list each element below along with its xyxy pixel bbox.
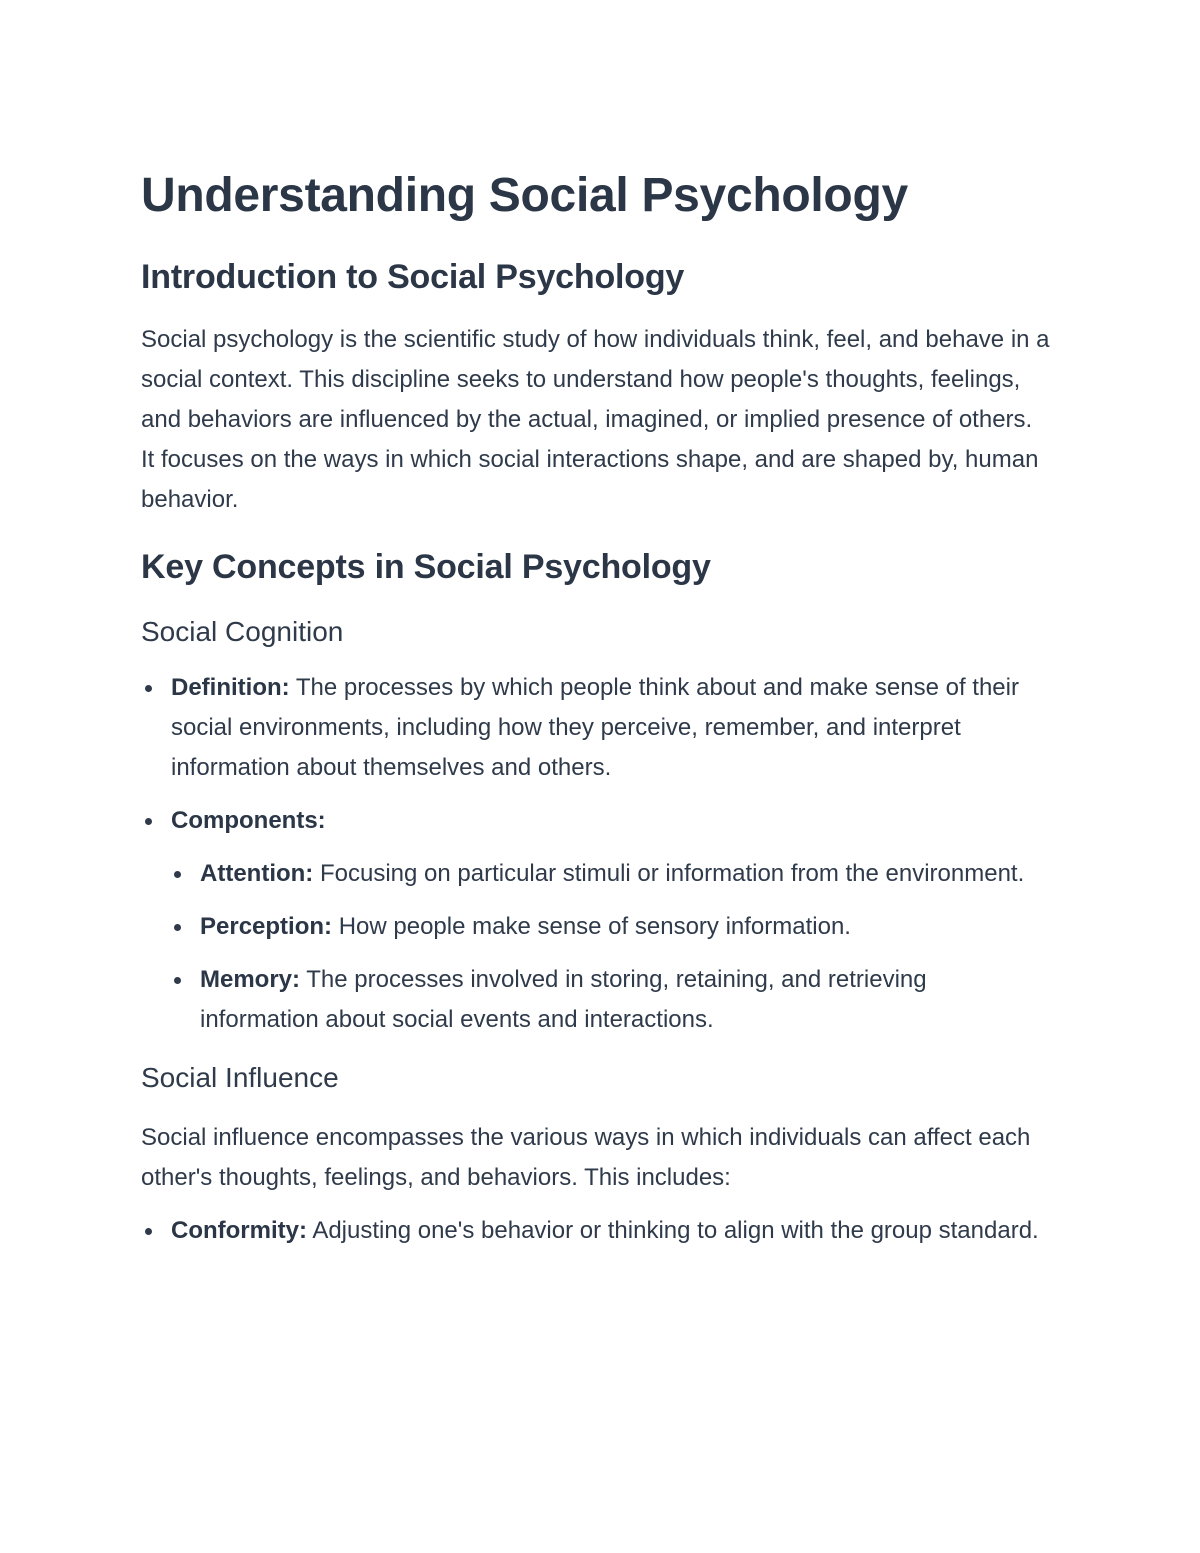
list-item-memory xyxy=(141,960,1050,1040)
document-title: Understanding Social Psychology xyxy=(141,169,908,222)
section-heading-introduction: Introduction to Social Psychology xyxy=(141,258,685,296)
intro-paragraph: Social psychology is the scientific study of how individuals think, feel, and behave in a social context. This discipline seeks to understand how people's thoughts, feelings, and behaviors are influenced by the actual, imagined, or implied presence of others. It focuses on the ways in which social interactions shape, and are shaped by, human behavior. xyxy=(141,326,1050,513)
list-item-text: How people make sense of sensory information. xyxy=(332,913,851,940)
list-item-term: Conformity: xyxy=(171,1217,307,1244)
list-item-term: Attention: xyxy=(200,860,314,887)
bullet-icon xyxy=(145,685,152,692)
section-heading-key-concepts: Key Concepts in Social Psychology xyxy=(141,548,711,586)
social-influence-list xyxy=(141,1211,1050,1251)
list-item-term: Perception: xyxy=(200,913,333,940)
bullet-icon xyxy=(174,924,181,931)
list-item-components xyxy=(141,801,1050,841)
subsection-heading-social-cognition: Social Cognition xyxy=(141,616,344,647)
bullet-icon xyxy=(174,977,181,984)
list-item-text: The processes by which people think about and make sense of their social environments, including how they perceive, remember, and interpret information about themselves and others. xyxy=(171,674,1019,781)
bullet-icon xyxy=(174,871,181,878)
list-item-perception xyxy=(141,907,1050,947)
bullet-icon xyxy=(145,818,152,825)
list-item-text: Focusing on particular stimuli or information from the environment. xyxy=(313,860,1025,887)
list-item-term: Definition: xyxy=(171,674,290,701)
social-cognition-list xyxy=(141,668,1050,1040)
social-influence-paragraph: Social influence encompasses the various ways in which individuals can affect each other's thoughts, feelings, and behaviors. This includes: xyxy=(141,1124,1031,1191)
list-item-text: The processes involved in storing, retaining, and retrieving information about social events and interactions. xyxy=(200,966,927,1033)
subsection-heading-social-influence: Social Influence xyxy=(141,1062,339,1093)
list-item-term: Components: xyxy=(171,807,326,834)
list-item-attention xyxy=(141,854,1050,894)
list-item-text: Adjusting one's behavior or thinking to align with the group standard. xyxy=(306,1217,1039,1244)
bullet-icon xyxy=(145,1228,152,1235)
list-item-conformity xyxy=(141,1211,1050,1251)
list-item-definition xyxy=(141,668,1050,788)
list-item-term: Memory: xyxy=(200,966,301,993)
